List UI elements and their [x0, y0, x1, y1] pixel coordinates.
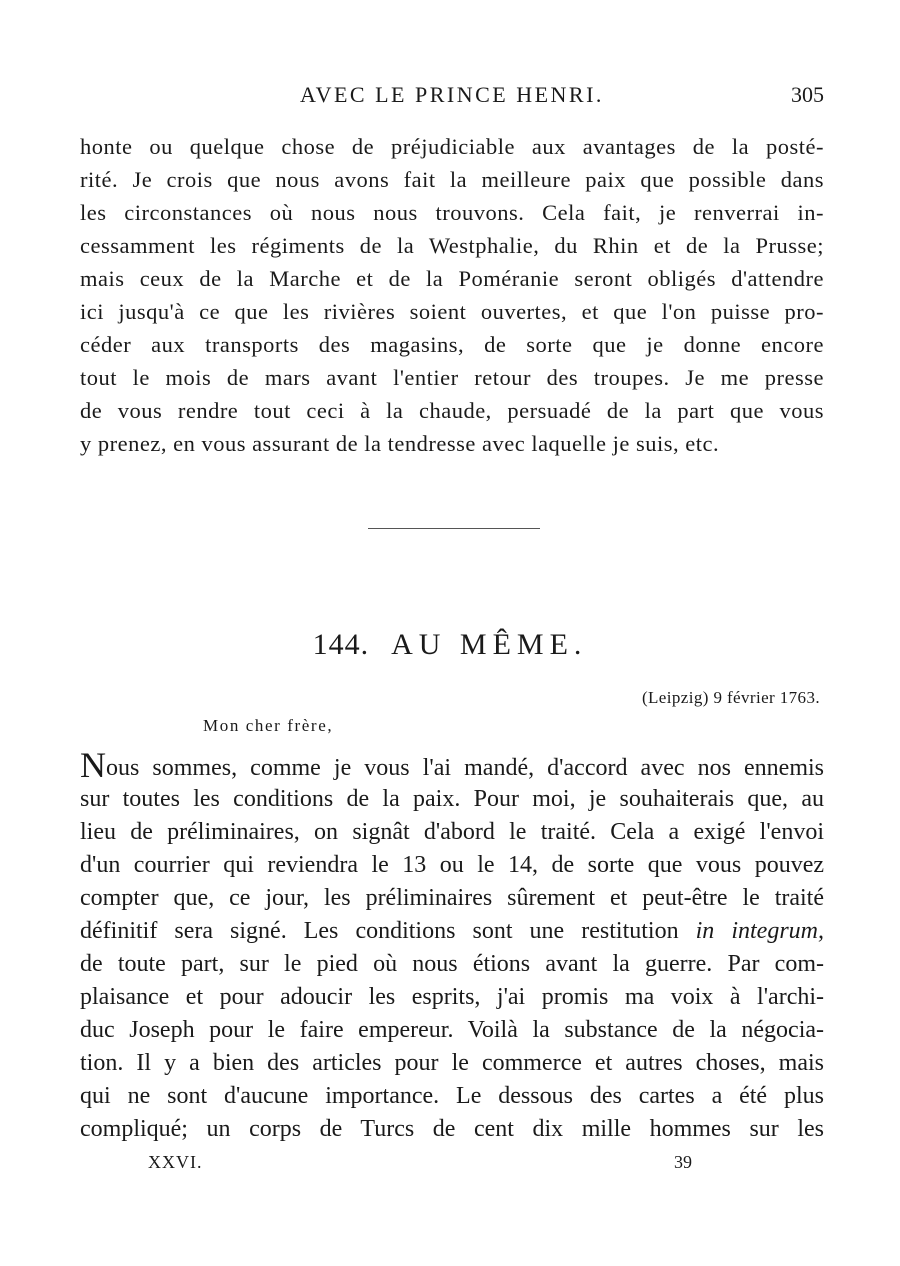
text-line [80, 915, 824, 948]
letter-body [80, 750, 824, 1146]
section-divider [368, 528, 540, 529]
letter-dateline: (Leipzig) 9 février 1763. [641, 688, 820, 707]
letter-number: 144. [312, 628, 370, 661]
previous-letter-text [80, 130, 824, 460]
letter-salutation: Mon cher frère, [203, 716, 334, 735]
signature-mark: 39 [674, 1152, 692, 1172]
text-line: lieu de préliminaires, on signât d'abord le traité. Cela a exigé l'envoi [80, 819, 824, 845]
text-line: honte ou quelque chose de préjudiciable aux avantages de la posté- [80, 134, 824, 159]
text-line: de toute part, sur le pied où nous étions avant la guerre. Par com- [80, 951, 824, 977]
letter-heading [0, 628, 900, 662]
text-line: céder aux transports des magasins, de sorte que je donne encore [80, 332, 824, 357]
running-head [80, 82, 824, 112]
text-line: d'un courrier qui reviendra le 13 ou le 14, de sorte que vous pouvez [80, 852, 824, 878]
letter-title: AU MÊME. [391, 628, 588, 661]
text-line: tout le mois de mars avant l'entier retour des troupes. Je me presse [80, 365, 824, 390]
text-line: les circonstances où nous nous trouvons. Cela fait, je renverrai in- [80, 200, 824, 225]
text-line: tion. Il y a bien des articles pour le commerce et autres choses, mais [80, 1050, 824, 1076]
running-title: AVEC LE PRINCE HENRI. [300, 82, 604, 107]
text-line: ici jusqu'à ce que les rivières soient ouvertes, et que l'on puisse pro- [80, 299, 824, 324]
text-line: plaisance et pour adoucir les esprits, j'ai promis ma voix à l'archi- [80, 984, 824, 1010]
text-line [80, 750, 824, 783]
text-line: sur toutes les conditions de la paix. Pour moi, je souhaiterais que, au [80, 786, 824, 812]
text-line-start: définitif sera signé. Les conditions sont une restitution [80, 918, 696, 944]
page-number: 305 [791, 82, 824, 107]
text-line: duc Joseph pour le faire empereur. Voilà la substance de la négocia- [80, 1017, 824, 1043]
italic-phrase: in integrum, [695, 918, 824, 944]
text-line: de vous rendre tout ceci à la chaude, persuadé de la part que vous [80, 398, 824, 423]
text-line: cessamment les régiments de la Westphalie, du Rhin et de la Prusse; [80, 233, 824, 258]
text-line: qui ne sont d'aucune importance. Le dessous des cartes a été plus [80, 1083, 824, 1109]
drop-cap: N [80, 750, 106, 783]
text-line-rest: ous sommes, comme je vous l'ai mandé, d'accord avec nos ennemis [106, 755, 824, 781]
text-line: mais ceux de la Marche et de la Poméranie seront obligés d'attendre [80, 266, 824, 291]
text-line: compliqué; un corps de Turcs de cent dix mille hommes sur les [80, 1116, 824, 1142]
text-line: y prenez, en vous assurant de la tendresse avec laquelle je suis, etc. [80, 431, 720, 456]
text-line: compter que, ce jour, les préliminaires sûrement et peut-être le traité [80, 885, 824, 911]
page-footer [80, 1152, 824, 1176]
volume-mark: XXVI. [148, 1152, 203, 1172]
text-line: rité. Je crois que nous avons fait la meilleure paix que possible dans [80, 167, 824, 192]
